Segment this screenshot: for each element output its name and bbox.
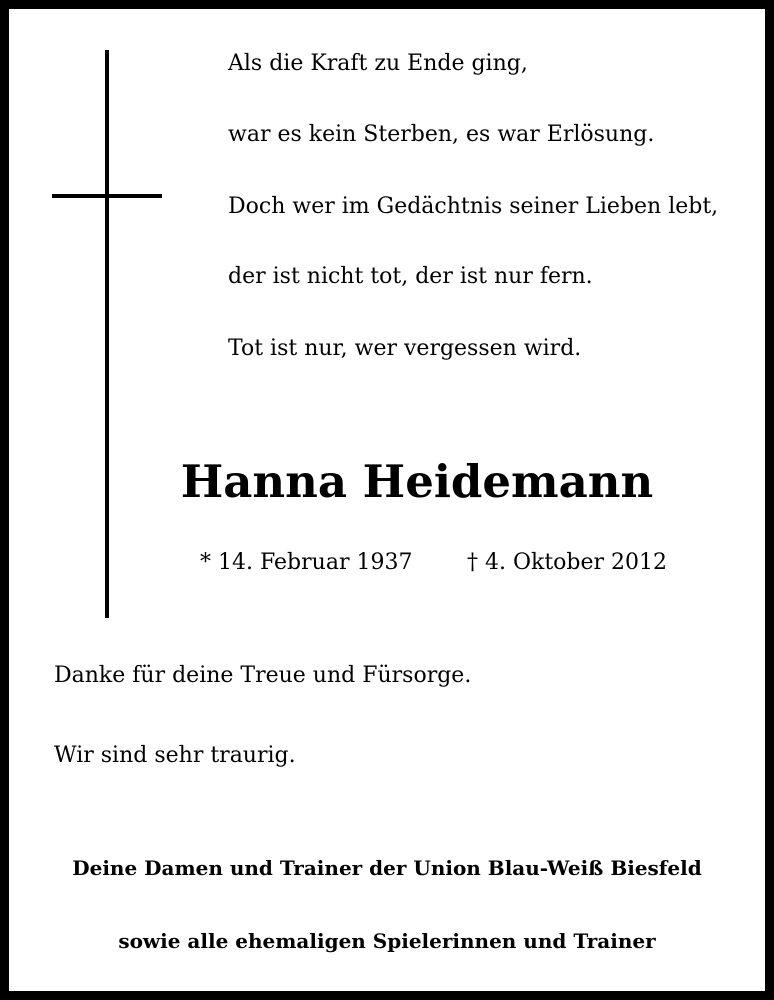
poem-line: Tot ist nur, wer vergessen wird. [228,336,582,361]
signature-line: sowie alle ehemaligen Spielerinnen und Trainer [118,929,656,953]
poem-line: Doch wer im Gedächtnis seiner Lieben lebt, [228,194,719,219]
cross-icon-vertical-bar [105,50,109,618]
deceased-name: Hanna Heidemann [180,455,654,508]
thanks-line: Wir sind sehr traurig. [54,743,296,768]
poem-line: war es kein Sterben, es war Erlösung. [228,122,655,147]
poem-line: der ist nicht tot, der ist nur fern. [228,264,593,289]
cross-icon-horizontal-bar [52,194,162,198]
signature-line: Deine Damen und Trainer der Union Blau-Weiß Biesfeld [72,856,702,880]
death-date: † 4. Oktober 2012 [467,550,668,575]
poem-line: Als die Kraft zu Ende ging, [228,51,528,76]
birth-date: * 14. Februar 1937 [200,550,413,575]
thanks-line: Danke für deine Treue und Fürsorge. [54,663,472,688]
